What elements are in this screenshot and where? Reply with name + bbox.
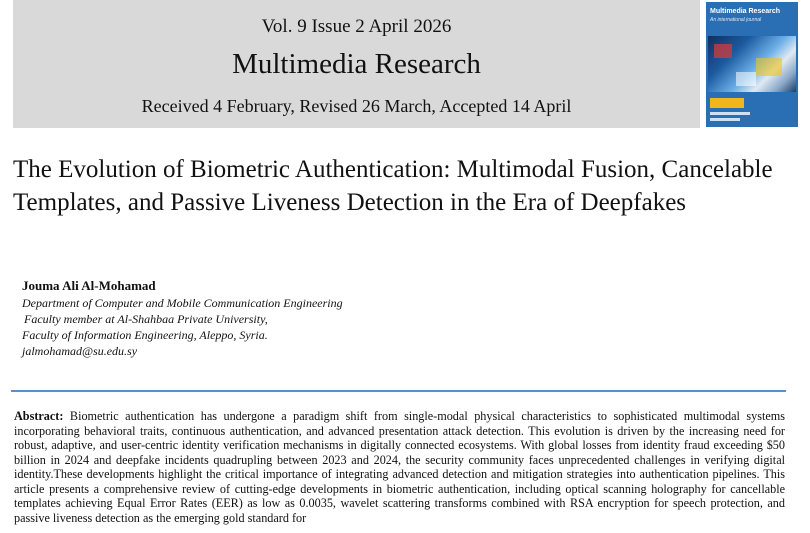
volume-issue: Vol. 9 Issue 2 April 2026 [261, 16, 452, 37]
paper-title: The Evolution of Biometric Authentication: Multimodal Fusion, Cancelable Templates, and Passive Liveness Detection in the Era of Deepfakes [13, 156, 773, 216]
author-department: Department of Computer and Mobile Communication Engineering [22, 296, 343, 310]
abstract-text: Biometric authentication has undergone a paradigm shift from single-modal physical characteristics to sophisticated multimodal systems incorporating behavioral traits, continuous authentication, and advanced presentation attack detection. This evolution is driven by the increasing need for robust, adaptive, and user-centric identity verification mechanisms in digitally connected ecosystems. With global losses from identity fraud exceeding $50 billion in 2024 and deepfake incidents quadrupling between 2023 and 2024, the security community faces unprecedented challenges in verifying digital identity.These developments highlight the critical importance of integrating advanced detection and mitigation strategies into authentication pipelines. This article presents a comprehensive review of cutting-edge developments in biometric authentication, including optical scanning holography for cancellable templates achieving Equal Error Rates (EER) as low as 0.0035, wavelet scattering transforms combined with RSA encryption for speech protection, and passive liveness detection as the emerging gold standard for [14, 409, 785, 525]
journal-cover-thumbnail [706, 2, 798, 127]
journal-name: Multimedia Research [232, 48, 481, 80]
author-email[interactable]: jalmohamad@su.edu.sy [22, 344, 138, 358]
abstract-label: Abstract: [14, 409, 64, 423]
author-university: Faculty member at Al-Shahbaa Private University, [24, 312, 268, 326]
submission-dates: Received 4 February, Revised 26 March, Accepted 14 April [141, 96, 572, 116]
cover-subtitle: An international journal [710, 17, 762, 23]
journal-header [13, 0, 700, 128]
cover-title: Multimedia Research [710, 8, 781, 15]
cover-footer-line [710, 112, 750, 115]
section-divider [11, 390, 786, 392]
cover-collage-image [708, 36, 796, 92]
author-faculty: Faculty of Information Engineering, Aleppo, Syria. [22, 328, 268, 342]
abstract-paragraph [14, 409, 785, 525]
cover-footer-line [710, 118, 740, 121]
cover-collage-tile [736, 72, 756, 86]
author-name: Jouma Ali Al-Mohamad [22, 278, 156, 293]
cover-badge [710, 98, 744, 108]
cover-collage-tile [714, 44, 732, 58]
cover-collage-tile [756, 58, 782, 76]
